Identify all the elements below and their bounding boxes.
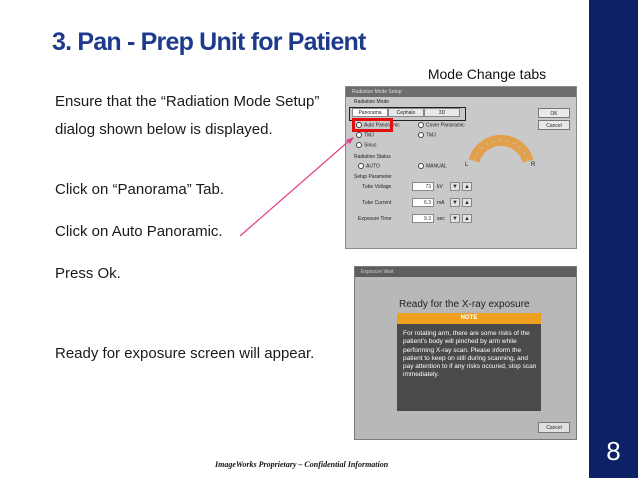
instruction-paragraph-5: Ready for exposure screen will appear. [55, 345, 315, 362]
slide-title: 3. Pan - Prep Unit for Patient [52, 28, 366, 56]
tab-3d[interactable]: 3D [424, 108, 460, 117]
radiation-status-label: Radiation Status [354, 154, 391, 160]
exposure-dialog-titlebar: Exposure Wait [355, 267, 576, 277]
cancel-button[interactable]: Cancel [538, 120, 570, 130]
sinus-label: Sinus [364, 142, 377, 149]
note-title: NOTE [397, 313, 541, 324]
exposure-time-field[interactable]: 9.3 [412, 214, 434, 223]
arch-right-label: R [531, 162, 536, 167]
footer-confidential: ImageWorks Proprietary – Confidential Information [215, 460, 389, 469]
exposure-cancel-button[interactable]: Cancel [538, 422, 570, 433]
instruction-paragraph-3: Click on Auto Panoramic. [55, 223, 223, 240]
setup-parameter-label: Setup Parameter [354, 174, 392, 180]
tmj-label-2: TMJ [426, 132, 436, 139]
instruction-paragraph-2: Click on “Panorama” Tab. [55, 181, 224, 198]
tab-panorama[interactable]: Panorama [352, 108, 388, 117]
arch-left-label: L [465, 162, 469, 167]
page-number: 8 [606, 436, 621, 466]
arrow-up-icon: ▲ [464, 184, 470, 190]
tube-voltage-unit: kV [437, 184, 443, 190]
ok-button[interactable]: OK [538, 108, 570, 118]
tube-current-label: Tube Current [362, 200, 392, 206]
arrow-up-icon: ▲ [464, 200, 470, 206]
tube-current-field[interactable]: 6.3 [412, 198, 434, 207]
tube-voltage-field[interactable]: 73 [412, 182, 434, 191]
instruction-paragraph-4: Press Ok. [55, 265, 121, 282]
exposure-time-label: Exposure Time [358, 216, 392, 222]
arrow-down-icon: ▼ [452, 216, 458, 222]
manual-label: MANUAL [426, 163, 447, 170]
dialog-titlebar: Radiation Mode Setup [346, 87, 576, 97]
tab-cephalo[interactable]: Cephalo [388, 108, 424, 117]
ready-for-exposure-screenshot [354, 266, 577, 440]
tube-current-unit: mA [437, 200, 445, 206]
tmj-label: TMJ [364, 132, 374, 139]
ready-heading: Ready for the X-ray exposure [399, 299, 530, 310]
arrow-up-icon: ▲ [464, 216, 470, 222]
sidebar-band [589, 0, 638, 478]
cover-panoramic-label: Cover Panoramic [426, 122, 465, 129]
note-box [397, 313, 541, 411]
exposure-time-unit: sec [437, 216, 445, 222]
mode-change-tabs-callout: Mode Change tabs [420, 64, 554, 85]
tube-voltage-label: Tube Voltage [362, 184, 392, 190]
instruction-paragraph-1: Ensure that the “Radiation Mode Setup” dialog shown below is displayed. [55, 93, 320, 138]
arrow-down-icon: ▼ [452, 184, 458, 190]
note-text: For rotating arm, there are some risks of the patient's body will pinched by arm while performing X-ray scan. Please inform the patient to keep on still during scanning, and pay attention to if any risks occured, stop scan immediately. [403, 330, 537, 379]
radiation-mode-label: Radiation Mode [354, 99, 390, 105]
auto-panoramic-label: Auto Panoramic [364, 122, 400, 129]
arrow-down-icon: ▼ [452, 200, 458, 206]
auto-label: AUTO [366, 163, 380, 170]
